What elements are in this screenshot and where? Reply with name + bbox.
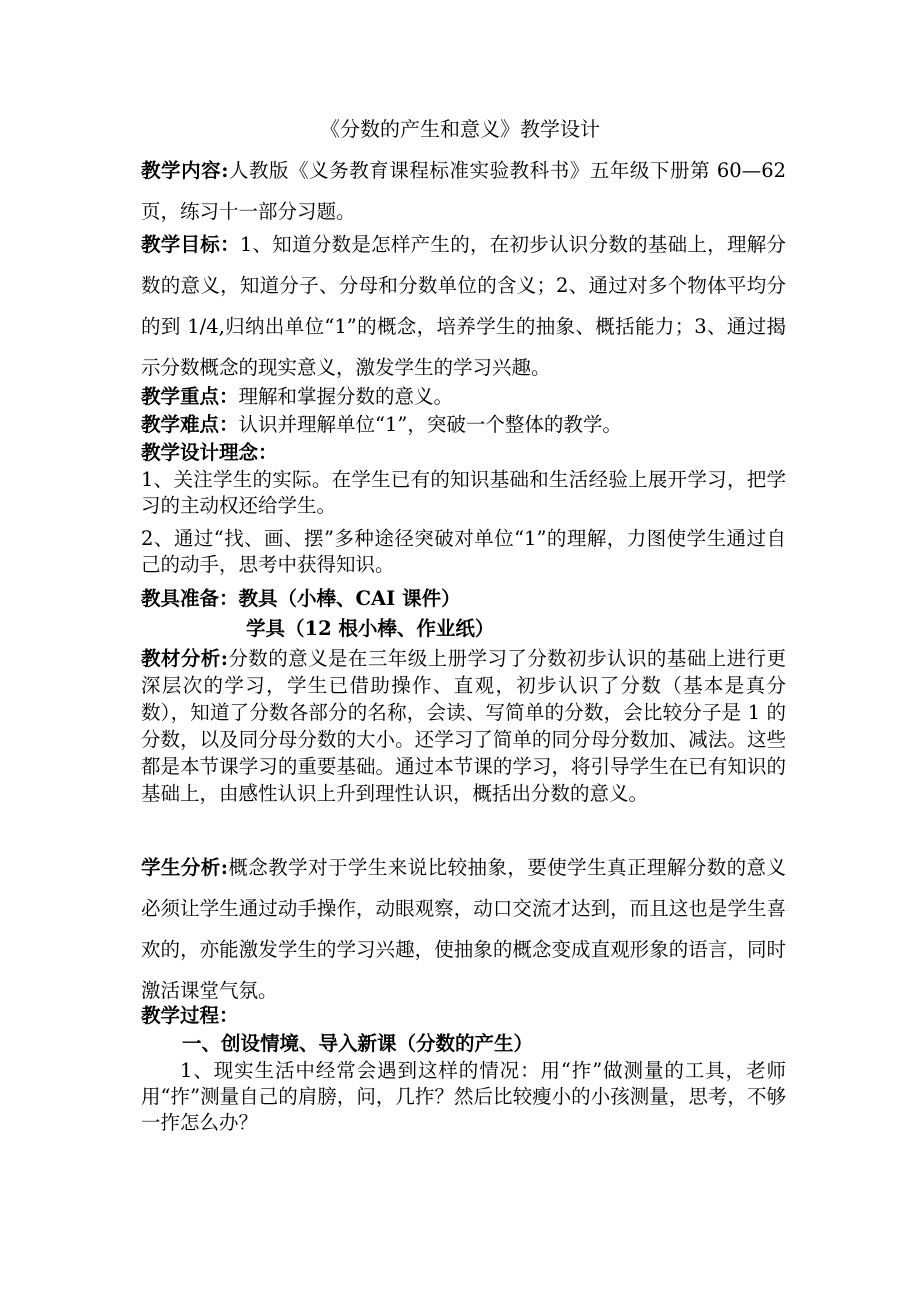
- prep-teacher-line: [141, 586, 786, 612]
- process-label: 教学过程：: [141, 1004, 239, 1027]
- key-point: [141, 384, 786, 410]
- prep-teacher: 教具（小棒、CAI 课件）: [238, 587, 461, 610]
- teaching-content-text: 人教版《义务教育课程标准实验教科书》五年级下册第 60—62 页，练习十一部分习题。: [141, 159, 787, 223]
- student-analysis: [141, 847, 786, 1011]
- student-label: 学生分析:: [141, 856, 228, 879]
- teaching-content: [141, 150, 786, 232]
- difficulty-label: 教学难点：: [141, 413, 239, 436]
- teaching-content-label: 教学内容:: [141, 159, 229, 182]
- student-text: 概念教学对于学生来说比较抽象，要使学生真正理解分数的意义必须让学生通过动手操作，动眼观察，动口交流才达到，而且这也是学生喜欢的，亦能激发学生的学习兴趣，使抽象的概念变成直观形象的语言，同时激活课堂气氛。: [141, 856, 786, 1002]
- prep-label: 教具准备：: [141, 587, 239, 610]
- material-label: 教材分析:: [141, 647, 228, 670]
- prep-student: 学具（12 根小棒、作业纸）: [246, 617, 495, 640]
- philosophy-item-1: 1、关注学生的实际。在学生已有的知识基础和生活经验上展开学习，把学习的主动权还给学生。: [141, 468, 786, 517]
- difficulty: [141, 412, 786, 438]
- section-1-heading: 一、创设情境、导入新课（分数的产生）: [182, 1032, 534, 1055]
- teaching-goals-label: 教学目标：: [141, 233, 240, 256]
- philosophy-item-2: 2、通过“找、画、摆”多种途径突破对单位“1”的理解，力图使学生通过自己的动手，思考中获得知识。: [141, 527, 786, 576]
- difficulty-text: 认识并理解单位“1”，突破一个整体的教学。: [238, 413, 622, 436]
- section-1-para-1: 1、现实生活中经常会遇到这样的情况：用“拃”做测量的工具，老师用“拃”测量自己的肩膀，问，几拃？然后比较瘦小的小孩测量，思考，不够一拃怎么办？: [141, 1059, 786, 1134]
- teaching-goals-text: 1、知道分数是怎样产生的，在初步认识分数的基础上，理解分数的意义，知道分子、分母和分数单位的含义；2、通过对多个物体平均分的到 1/4,归纳出单位“1”的概念，培养学生的抽象、概括能力；3、通过揭示分数概念的现实意义，激发学生的学习兴趣。: [141, 233, 786, 379]
- material-analysis: [141, 645, 786, 807]
- key-point-text: 理解和掌握分数的意义。: [238, 385, 454, 408]
- material-text: 分数的意义是在三年级上册学习了分数初步认识的基础上进行更深层次的学习，学生已借助操作、直观，初步认识了分数（基本是真分数），知道了分数各部分的名称，会读、写简单的分数，会比较分子是 1 的分数，以及同分母分数的大小。还学习了简单的同分母分数加、减法。这些都是本节课学习的重要基础。通过本节课的学习，将引导学生在已有知识的基础上，由感性认识上升到理性认识，概括出分数的意义。: [141, 647, 786, 805]
- teaching-goals: [141, 224, 786, 388]
- key-point-label: 教学重点：: [141, 385, 239, 408]
- philosophy-label: 教学设计理念：: [141, 441, 278, 464]
- document-title: 《分数的产生和意义》教学设计: [320, 117, 600, 141]
